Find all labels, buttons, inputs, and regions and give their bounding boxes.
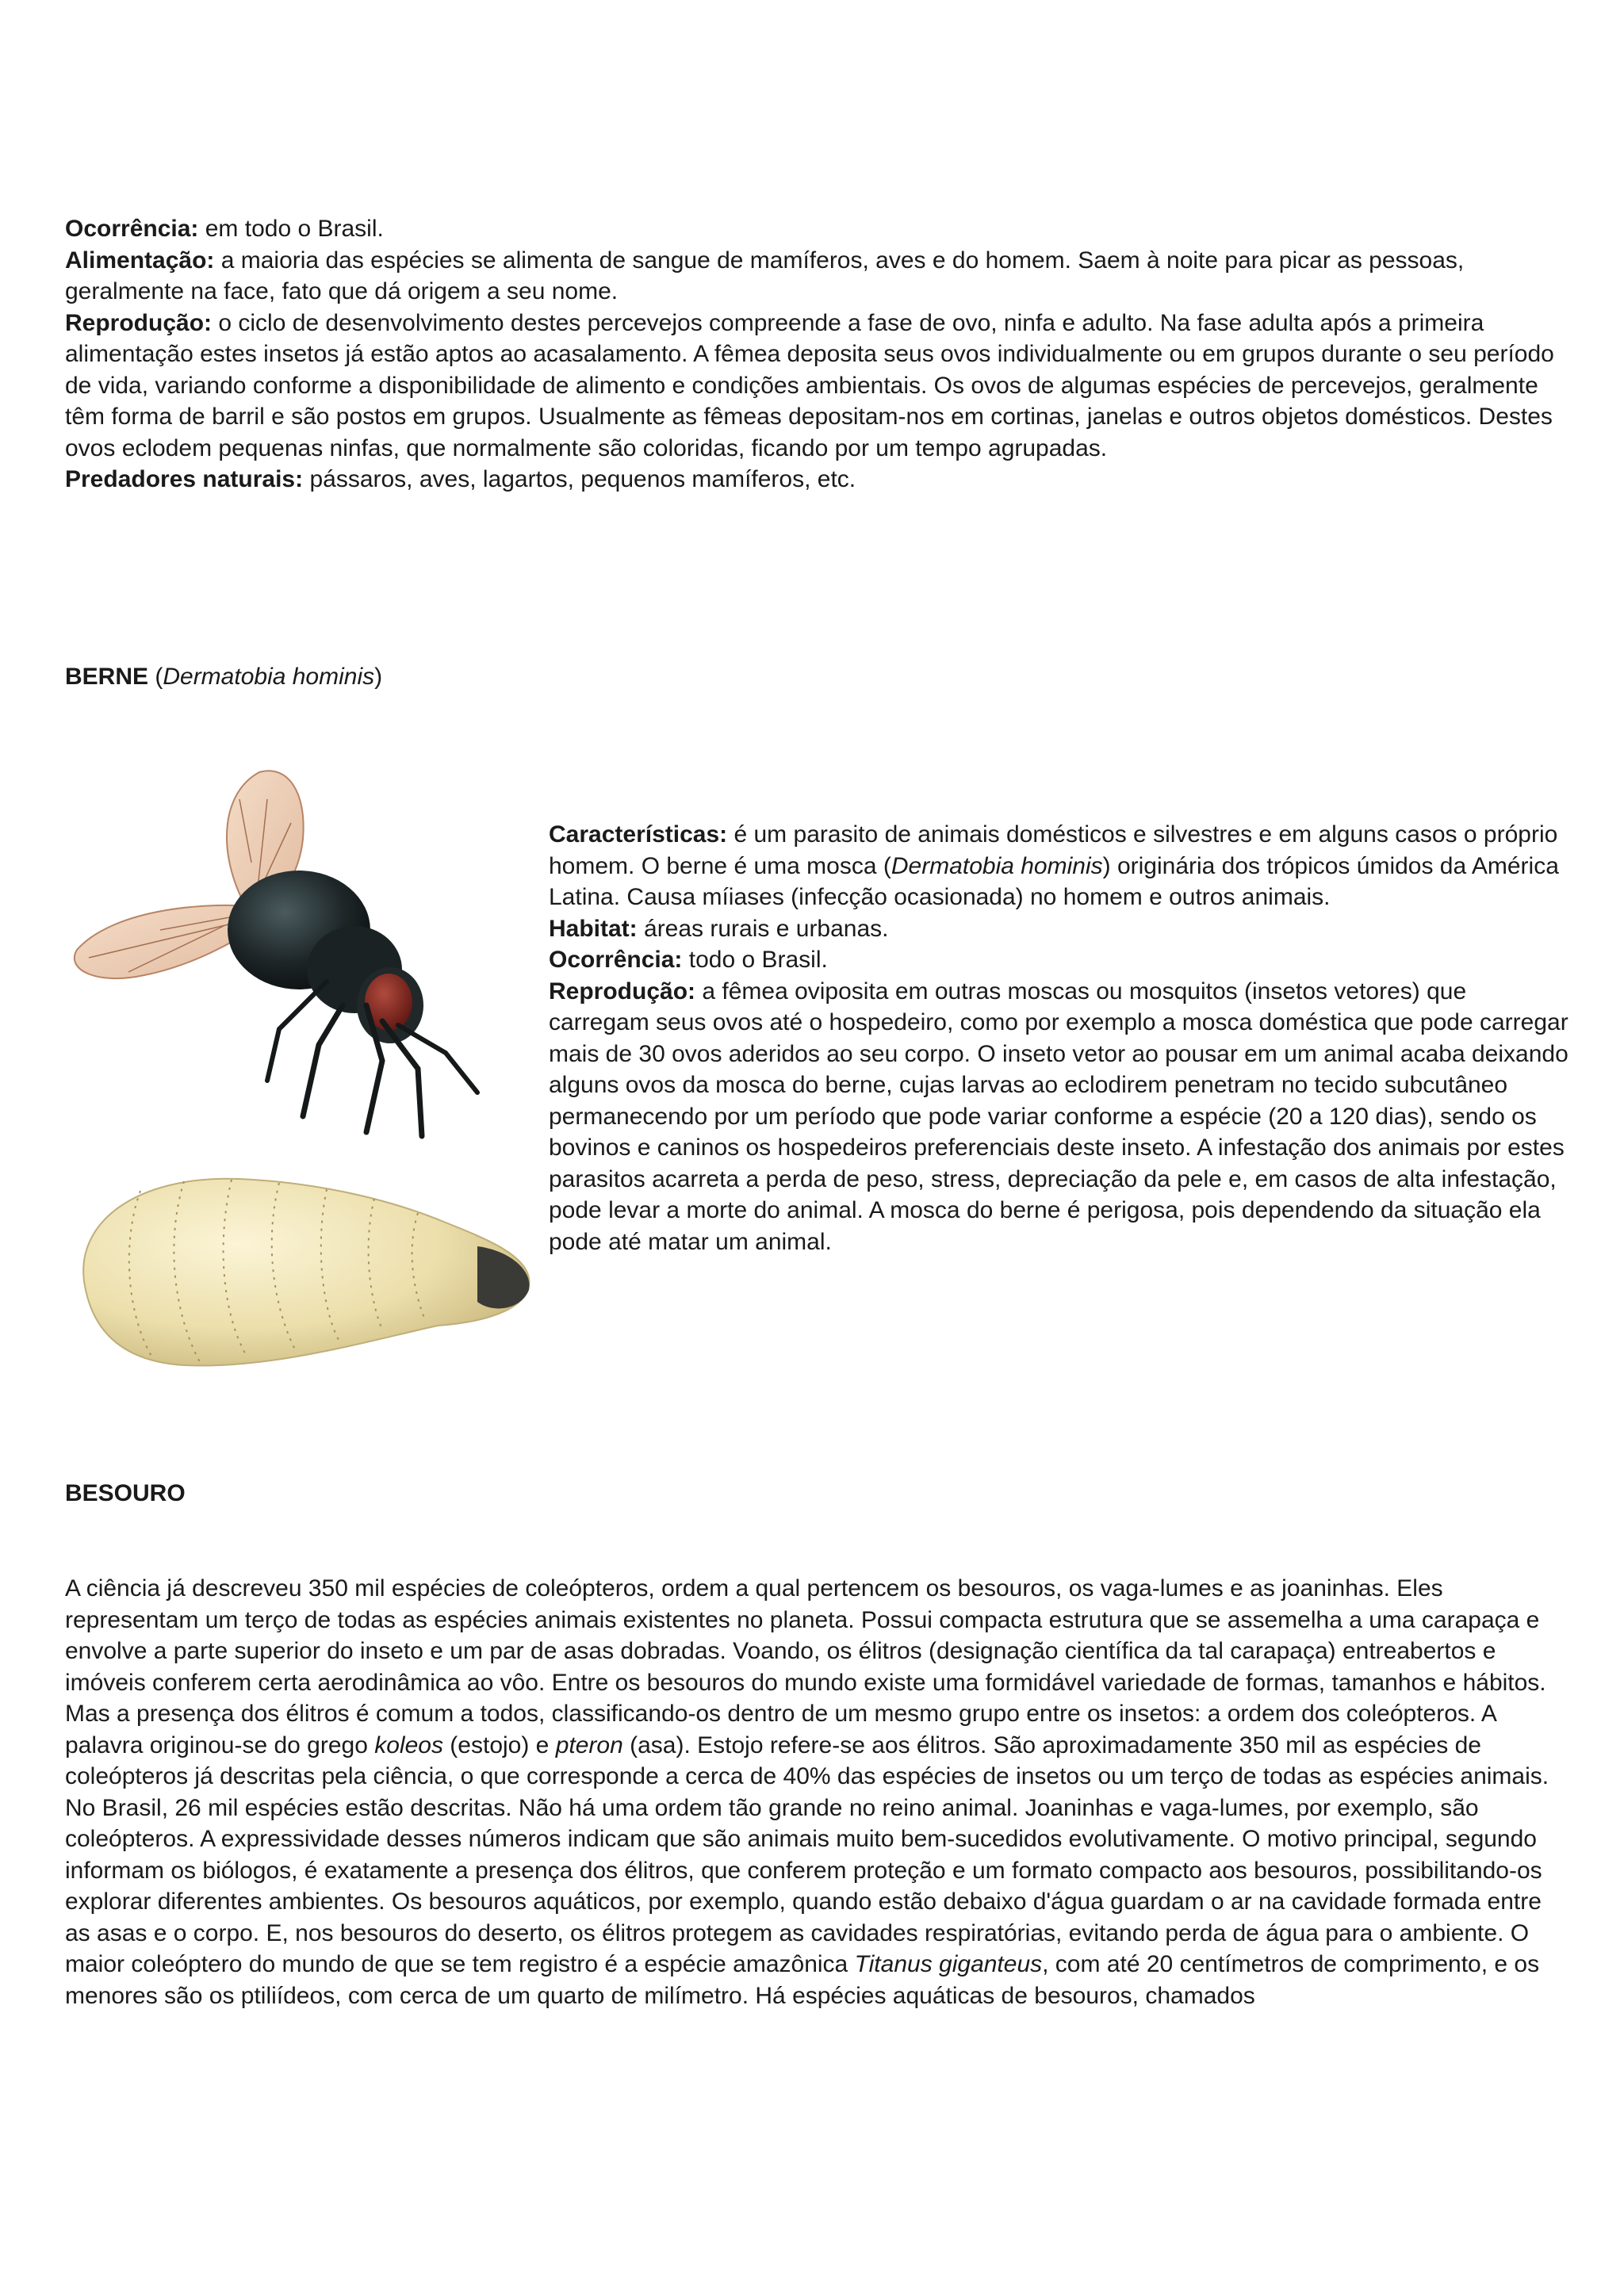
larva-illustration [65,1159,533,1375]
berne-occurrence [549,944,1572,976]
berne-characteristics-text-2: ) originária dos trópicos úmidos da América Latina. Causa míiases (infecção ocasionada) no homem e outros animais. [549,852,1559,910]
berne-fly-image [65,767,533,1140]
intro-predators [65,464,1572,496]
besouro-description [65,1573,1564,2011]
fly-illustration [65,767,533,1140]
besouro-italic-pteron: pteron [555,1732,623,1758]
intro-feeding-text: a maioria das espécies se alimenta de sangue de mamíferos, aves e do homem. Saem à noite para picar as pessoas, geralmente na face, fato que dá origem a seu nome. [65,247,1465,304]
berne-occurrence-text: todo o Brasil. [682,947,828,973]
berne-occurrence-label: Ocorrência: [549,947,683,973]
berne-characteristics [549,819,1572,913]
berne-heading-close: ) [374,664,383,690]
berne-reproduction-label: Reprodução: [549,978,696,1004]
intro-reproduction [65,308,1572,465]
besouro-heading: BESOURO [65,1480,186,1506]
intro-occurrence-label: Ocorrência: [65,216,199,242]
intro-occurrence [65,213,1572,245]
berne-habitat-label: Habitat: [549,915,638,942]
intro-reproduction-label: Reprodução: [65,309,213,336]
intro-reproduction-text: o ciclo de desenvolvimento destes percevejos compreende a fase de ovo, ninfa e adulto. Na fase adulta após a primeira alimentação estes insetos já estão aptos ao acasalamento. A fêmea deposita seus ovos individualmente ou em grupos durante o seu período de vida, variando conforme a disponibilidade de alimento e condições ambientais. Os ovos de algumas espécies de percevejos, geralmente têm forma de barril e são postos em grupos. Usualmente as fêmeas depositam-nos em cortinas, janelas e outros objetos domésticos. Destes ovos eclodem pequenas ninfas, que normalmente são coloridas, ficando por um tempo agrupadas. [65,309,1554,461]
intro-predators-text: pássaros, aves, lagartos, pequenos mamíferos, etc. [303,466,856,492]
besouro-italic-koleos: koleos [374,1732,443,1758]
intro-occurrence-text: em todo o Brasil. [198,216,384,242]
berne-characteristics-label: Características: [549,821,728,848]
besouro-text-4: , com até 20 centímetros de comprimento, e os menores são os ptiliídeos, com cerca de um quarto de milímetro. Há espécies aquáticas de besouros, chamados [65,1951,1540,2009]
berne-reproduction [549,976,1572,1258]
besouro-text-3: (asa). Estojo refere-se aos élitros. São aproximadamente 350 mil as espécies de coleópteros já descritas pela ciência, o que corresponde a cerca de 40% das espécies de insetos ou um terço de todas as espécies animais. No Brasil, 26 mil espécies estão descritas. Não há uma ordem tão grande no reino animal. Joaninhas e vaga-lumes, por exemplo, são coleópteros. A expressividade desses números indicam que são animais muito bem-sucedidos evolutivamente. O motivo principal, segundo informam os biólogos, é exatamente a presença dos élitros, que conferem proteção e um formato compacto aos besouros, possibilitando-os explorar diferentes ambientes. Os besouros aquáticos, por exemplo, quando estão debaixo d'água guardam o ar na cavidade formada entre as asas e o corpo. E, nos besouros do deserto, os élitros protegem as cavidades respiratórias, evitando perda de água para o ambiente. O maior coleóptero do mundo de que se tem registro é a espécie amazônica [65,1732,1549,1977]
berne-heading-scientific-name: Dermatobia hominis [163,664,375,690]
berne-heading-open: ( [148,664,163,690]
berne-heading [65,661,382,693]
berne-characteristics-italic: Dermatobia hominis [891,852,1103,879]
intro-section [65,213,1572,496]
berne-habitat [549,913,1572,945]
intro-feeding-label: Alimentação: [65,247,215,274]
berne-habitat-text: áreas rurais e urbanas. [637,915,889,942]
berne-description [549,819,1572,1257]
besouro-paragraph [65,1573,1564,2011]
besouro-text-1: A ciência já descreveu 350 mil espécies de coleópteros, ordem a qual pertencem os besouros, os vaga-lumes e as joaninhas. Eles representam um terço de todas as espécies animais existentes no planeta. Possui compacta estrutura que se assemelha a uma carapaça e envolve a parte superior do inseto e um par de asas dobradas. Voando, os élitros (designação científica da tal carapaça) entreabertos e imóveis conferem certa aerodinâmica ao vôo. Entre os besouros do mundo existe uma formidável variedade de formas, tamanhos e hábitos. Mas a presença dos élitros é comum a todos, classificando-os dentro de um mesmo grupo entre os insetos: a ordem dos coleópteros. A palavra originou-se do grego [65,1575,1546,1758]
berne-larva-image [65,1159,533,1375]
besouro-text-2: (estojo) e [442,1732,556,1758]
berne-characteristics-text-1: é um parasito de animais domésticos e silvestres e em alguns casos o próprio homem. O berne é uma mosca ( [549,821,1558,879]
berne-reproduction-text: a fêmea oviposita em outras moscas ou mosquitos (insetos vetores) que carregam seus ovos até o hospedeiro, como por exemplo a mosca doméstica que pode carregar mais de 30 ovos aderidos ao seu corpo. O inseto vetor ao pousar em um animal acaba deixando alguns ovos da mosca do berne, cujas larvas ao eclodirem penetram no tecido subcutâneo permanecendo por um período que pode variar conforme a espécie (20 a 120 dias), sendo os bovinos e caninos os hospedeiros preferenciais deste inseto. A infestação dos animais por estes parasitos acarreta a perda de peso, stress, depreciação da pele e, em casos de alta infestação, pode levar a morte do animal. A mosca do berne é perigosa, pois dependendo da situação ela pode até matar um animal. [549,978,1568,1255]
intro-predators-label: Predadores naturais: [65,466,304,492]
besouro-italic-titanus: Titanus giganteus [854,1951,1043,1977]
intro-feeding [65,245,1572,308]
berne-heading-title: BERNE [65,664,149,690]
